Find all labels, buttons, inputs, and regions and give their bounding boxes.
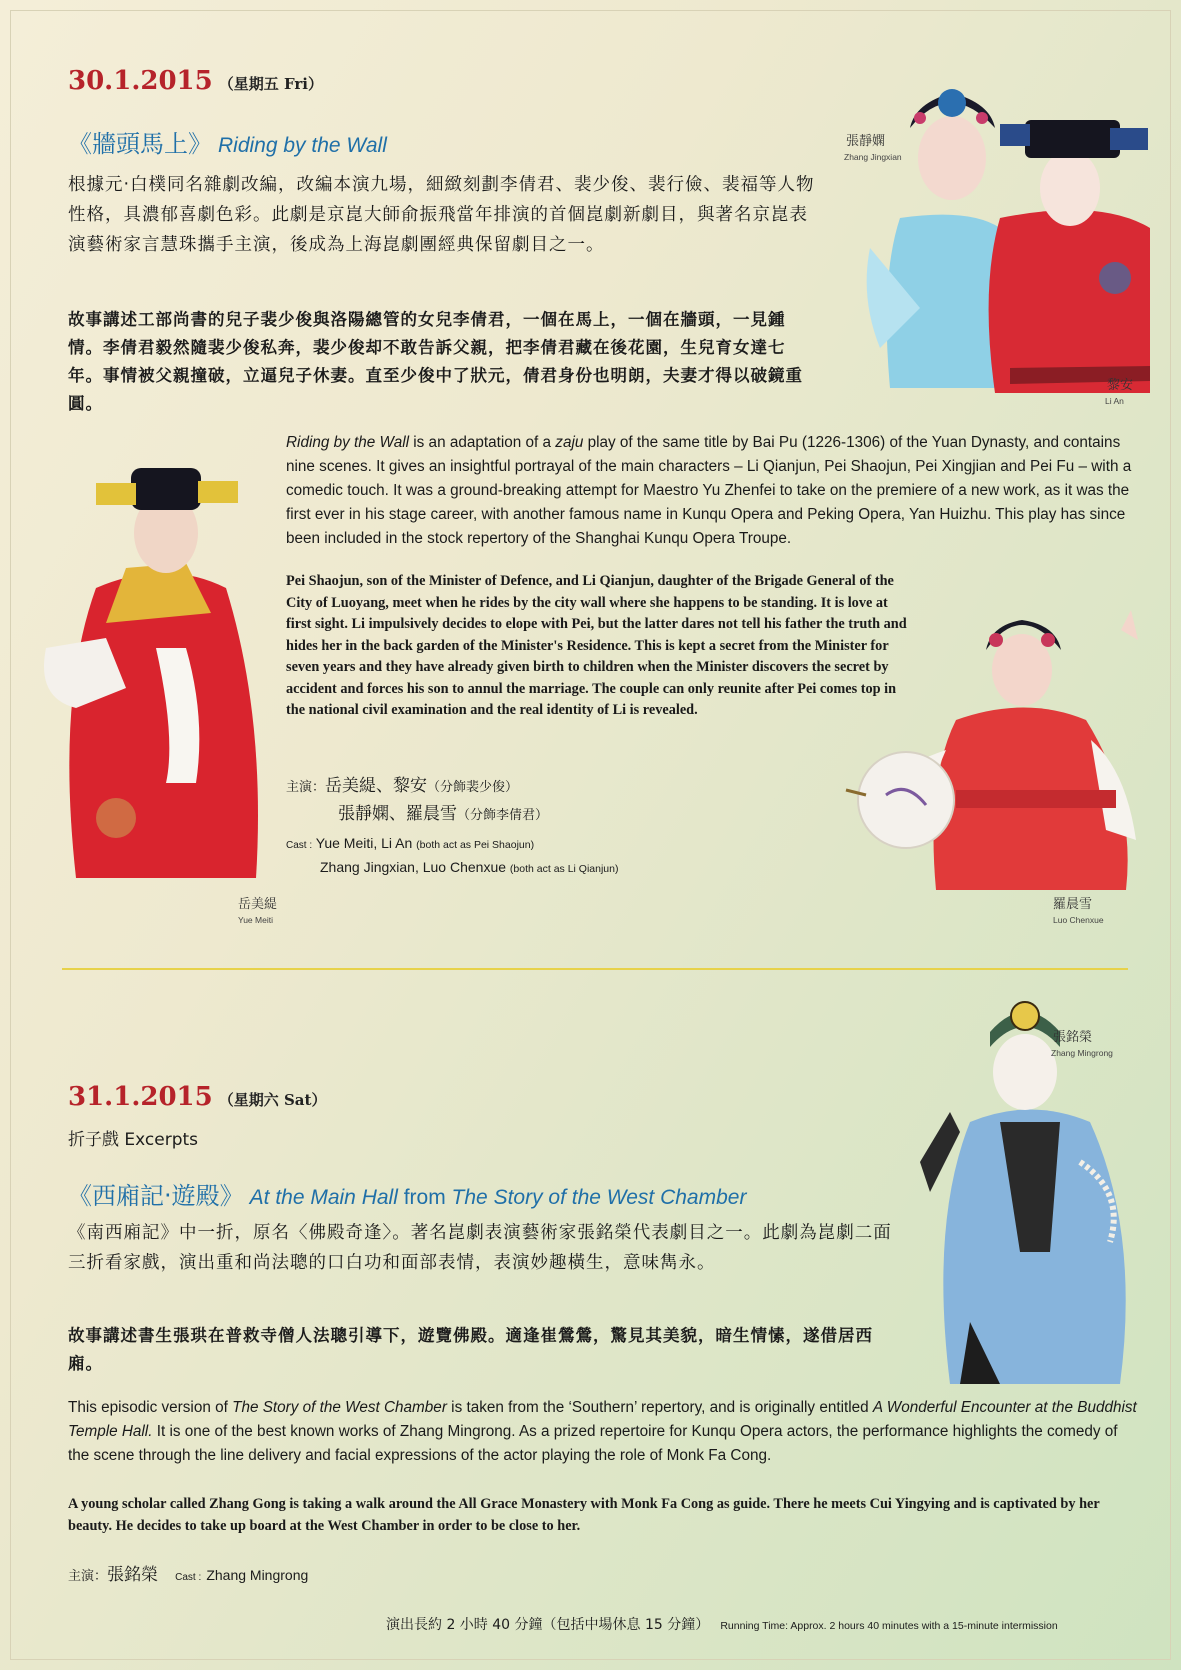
section1-cast-en-1 bbox=[286, 835, 534, 851]
section2-para-zh-2: 故事講述書生張珙在普救寺僧人法聰引導下，遊覽佛殿。適逢崔鶯鶯，驚見其美貌，暗生情愫，遂借居西廂。 bbox=[68, 1326, 873, 1373]
lady-with-fan-photo bbox=[826, 600, 1156, 890]
section1-para-en-1-a: is an adaptation of a bbox=[409, 434, 556, 451]
running-time-zh: 演出長約 2 小時 40 分鐘（包括中場休息 15 分鐘） bbox=[386, 1617, 710, 1633]
section2-cast-en: Zhang Mingrong bbox=[206, 1567, 309, 1583]
section1-date: 30.1.2015 bbox=[68, 66, 213, 96]
section1-cast-zh-2 bbox=[338, 799, 548, 824]
section2-cast-zh-label: 主演： bbox=[68, 1569, 108, 1584]
section1-cast-zh-1 bbox=[286, 771, 518, 796]
section1-para-en-1 bbox=[286, 431, 1138, 551]
section1-cast-en-2 bbox=[320, 859, 618, 875]
section1-cast-zh-label: 主演： bbox=[286, 780, 326, 795]
section2-title bbox=[68, 1176, 746, 1211]
section1-para-zh-1: 根據元‧白樸同名雜劇改編，改編本演九場，細緻刻劃李倩君、裴少俊、裴行儉、裴福等人物性格，具濃郁喜劇色彩。此劇是京崑大師俞振飛當年排演的首個崑劇新劇目，與著名京崑表演藝術家言慧珠攜手主演，後成為上海崑劇團經典保留劇目之一。 bbox=[68, 175, 815, 255]
section2-para-en-1 bbox=[68, 1396, 1138, 1468]
section1-para-en-1-zaju: zaju bbox=[555, 434, 584, 451]
scholar-photo bbox=[36, 438, 276, 880]
section1-para-en-1-lead: Riding by the Wall bbox=[286, 434, 410, 451]
caption-li-an-zh: 黎安 bbox=[1107, 378, 1134, 393]
section2-para-en-1-c: It is one of the best known works of Zhang Mingrong. As a prized repertoire for Kunqu Opera actors, the performance highlights the comedy of the scene through the line delivery and facial expressions of the actor playing the role of Monk Fa Cong. bbox=[68, 1423, 1118, 1464]
section2-cast-en-label: Cast : bbox=[175, 1572, 202, 1583]
section1-cast-zh-note-2: （分飾李倩君） bbox=[457, 808, 549, 823]
caption-li-an-en: Li An bbox=[1105, 396, 1124, 406]
section2-cast bbox=[68, 1560, 308, 1585]
section2-weekday: （星期六 Sat） bbox=[218, 1091, 327, 1109]
running-time-en: Running Time: Approx. 2 hours 40 minutes with a 15-minute intermission bbox=[720, 1620, 1058, 1632]
caption-zhang-mingrong-en: Zhang Mingrong bbox=[1051, 1048, 1113, 1058]
section2-para-en-2: A young scholar called Zhang Gong is taking a walk around the All Grace Monastery with Monk Fa Cong as guide. There he meets Cui Yingying and is captivated by her beauty. He decides to take up board at the West Chamber in order to be close to her. bbox=[68, 1496, 1100, 1534]
section1-cast-zh-names-1: 岳美緹、黎安 bbox=[325, 776, 428, 796]
section2-excerpt-label: 折子戲 Excerpts bbox=[68, 1130, 199, 1150]
caption-luo-chenxue-zh: 羅晨雪 bbox=[1053, 897, 1093, 912]
section1-title-en: Riding by the Wall bbox=[218, 134, 387, 157]
section1-cast-zh-note-1: （分飾裴少俊） bbox=[427, 780, 519, 795]
section2-para-zh-1: 《南西廂記》中一折，原名〈佛殿奇逢〉。著名崑劇表演藝術家張銘榮代表劇目之一。此劇為崑劇二面三折看家戲，演出重和尚法聰的口白功和面部表情，表演妙趣橫生，意味雋永。 bbox=[68, 1223, 892, 1273]
caption-yue-meiti-en: Yue Meiti bbox=[238, 915, 273, 925]
section1-cast-en-names-2: Zhang Jingxian, Luo Chenxue bbox=[320, 859, 507, 875]
section2-title-en-2: The Story of the West Chamber bbox=[451, 1186, 747, 1209]
section2-date: 31.1.2015 bbox=[68, 1082, 213, 1112]
caption-zhang-mingrong-zh: 張銘榮 bbox=[1053, 1030, 1093, 1045]
section2-date-line bbox=[68, 1082, 326, 1112]
section1-title bbox=[68, 124, 387, 159]
caption-zhang-jingxian-en: Zhang Jingxian bbox=[844, 152, 902, 162]
section2-title-en-1: At the Main Hall bbox=[249, 1186, 398, 1209]
section1-para-en-1-b: play of the same title by Bai Pu (1226-1306) of the Yuan Dynasty, and contains nine scenes. It gives an insightful portrayal of the main characters – Li Qianjun, Pei Shaojun, Pei Xingjian and Pei Fu – with a comedic touch. It was a ground-breaking attempt for Maestro Yu Zhenfei to take on the premiere of a new work, as it was the first ever in his stage career, with another famous name in Kunqu Opera and Peking Opera, Yan Huizhu. This play has since been included in the stock repertory of the Shanghai Kunqu Opera Troupe. bbox=[286, 434, 1132, 547]
section1-cast-en-names-1: Yue Meiti, Li An bbox=[315, 835, 413, 851]
running-time bbox=[386, 1614, 1058, 1634]
caption-yue-meiti-zh: 岳美緹 bbox=[238, 897, 278, 912]
section2-title-en-from: from bbox=[397, 1186, 452, 1209]
section1-para-en-2: Pei Shaojun, son of the Minister of Defence, and Li Qianjun, daughter of the Brigade General of the City of Luoyang, meet when he rides by the city wall where she happens to be standing. It is love at first sight. Li impulsively decides to elope with Pei, but the latter dares not tell his father the truth and hides her in the back garden of the Minister's Residence. This is kept a secret from the Minister for seven years and they have already given birth to children when the Minister discovers the secret by accident and forces his son to annul the marriage. The couple can only reunite after Pei comes top in the national civil examination and the real identity of Li is revealed. bbox=[286, 573, 907, 718]
section-divider bbox=[62, 968, 1128, 970]
couple-photo bbox=[860, 48, 1150, 398]
section1-title-zh: 《牆頭馬上》 bbox=[68, 130, 212, 158]
caption-zhang-jingxian-zh: 張靜嫻 bbox=[846, 134, 886, 149]
section1-cast-zh-names-2: 張靜嫻、羅晨雪 bbox=[338, 804, 457, 824]
section2-para-en-1-title2: A Wonderful Encounter at the Buddhist Temple Hall. bbox=[68, 1399, 1137, 1440]
monk-photo bbox=[910, 992, 1158, 1384]
section1-cast-en-note-2: (both act as Li Qianjun) bbox=[509, 863, 619, 875]
section2-para-en-1-a: This episodic version of bbox=[68, 1399, 233, 1416]
section1-date-line bbox=[68, 66, 323, 96]
section1-cast-en-note-1: (both act as Pei Shaojun) bbox=[416, 839, 535, 851]
section2-title-zh: 《西廂記‧遊殿》 bbox=[68, 1182, 244, 1210]
caption-luo-chenxue-en: Luo Chenxue bbox=[1053, 915, 1104, 925]
section1-cast-en-label: Cast : bbox=[286, 840, 313, 851]
section1-weekday: （星期五 Fri） bbox=[218, 75, 323, 93]
section2-para-en-1-b: is taken from the ‘Southern’ repertory, and is originally entitled bbox=[446, 1399, 873, 1416]
section2-cast-zh: 張銘榮 bbox=[107, 1565, 159, 1585]
section2-para-en-1-title: The Story of the West Chamber bbox=[232, 1399, 447, 1416]
section1-para-zh-2: 故事講述工部尚書的兒子裴少俊與洛陽總管的女兒李倩君，一個在馬上，一個在牆頭，一見鍾情。李倩君毅然隨裴少俊私奔，裴少俊却不敢告訴父親，把李倩君藏在後花園，生兒育女達七年。事情被父親撞破，立逼兒子休妻。直至少俊中了狀元，倩君身份也明朗，夫妻才得以破鏡重圓。 bbox=[68, 310, 803, 413]
